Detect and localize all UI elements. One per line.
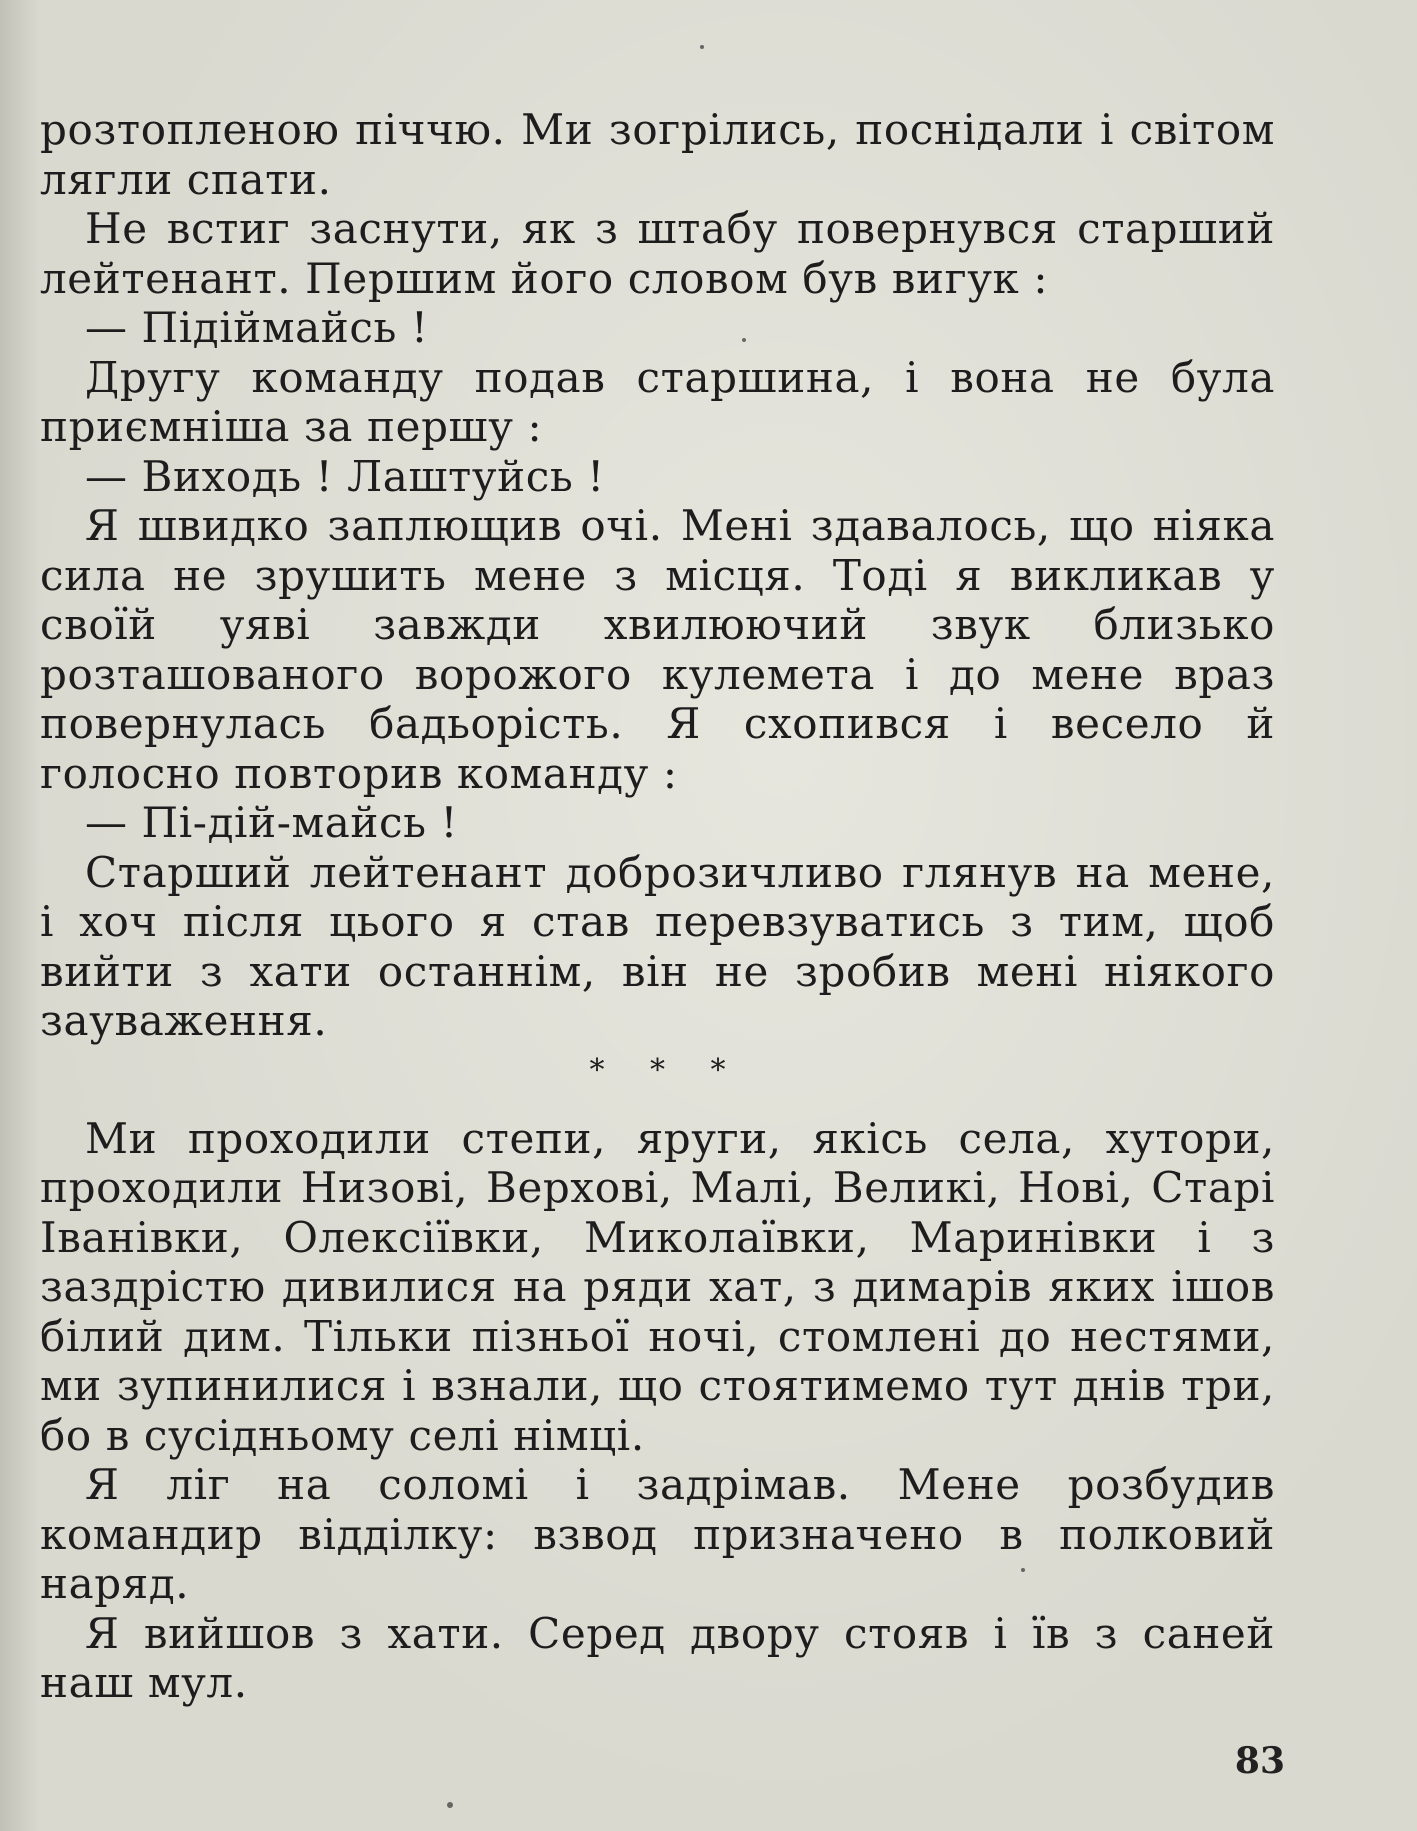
section-separator: * * * [589,1052,744,1088]
dialogue-line-1: — Підіймайсь ! [85,303,429,352]
paragraph-8: Я вийшов з хати. Серед двору стояв і їв з саней наш мул. [40,1608,1275,1707]
print-speck [447,1802,453,1808]
paragraph-3: Другу команду подав старшина, і вона не була приємніша за першу : [40,352,1275,451]
dialogue-line-3: — Пі-дій-майсь ! [85,798,458,847]
page-number: 83 [1234,1740,1285,1782]
page-text [40,105,1275,1708]
separator-gap [40,1106,1275,1114]
paragraph-2: Не встиг заснути, як з штабу повернувся старший лейтенант. Першим його словом був вигук : [40,204,1275,303]
paragraph-5: Старший лейтенант доброзичливо глянув на мене, і хоч після цього я став перевзуватись з тим, щоб вийти з хати останнім, він не зробив мені ніякого зауваження. [40,847,1275,1045]
paragraph-1: розтопленою піччю. Ми зогрілись, поснідали і світом лягли спати. [40,105,1275,204]
print-speck [700,45,704,49]
dialogue-line-2: — Виходь ! Лаштуйсь ! [85,451,605,501]
paragraph-6: Ми проходили степи, яруги, якісь села, хутори, проходили Низові, Верхові, Малі, Великі, Нові, Старі Іванівки, Олексіївки, Миколаївки, Маринівки і з заздрістю дивилися на ряди хат, з димарів яких ішов білий дим. Тільки пізньої ночі, стомлені до нестями, ми зупинилися і взнали, що стоятимемо тут днів три, бо в сусідньому селі німці. [40,1113,1275,1460]
paragraph-7: Я ліг на соломі і задрімав. Мене розбудив командир відділку: взвод призначено в полковий наряд. [40,1460,1275,1608]
paragraph-4: Я швидко заплющив очі. Мені здавалось, що ніяка сила не зрушить мене з місця. Тоді я викликав у своїй уяві завжди хвилюючий звук близько розташованого ворожого кулемета і до мене враз повернулась бадьорість. Я схопився і весело й голосно повторив команду : [40,501,1275,798]
